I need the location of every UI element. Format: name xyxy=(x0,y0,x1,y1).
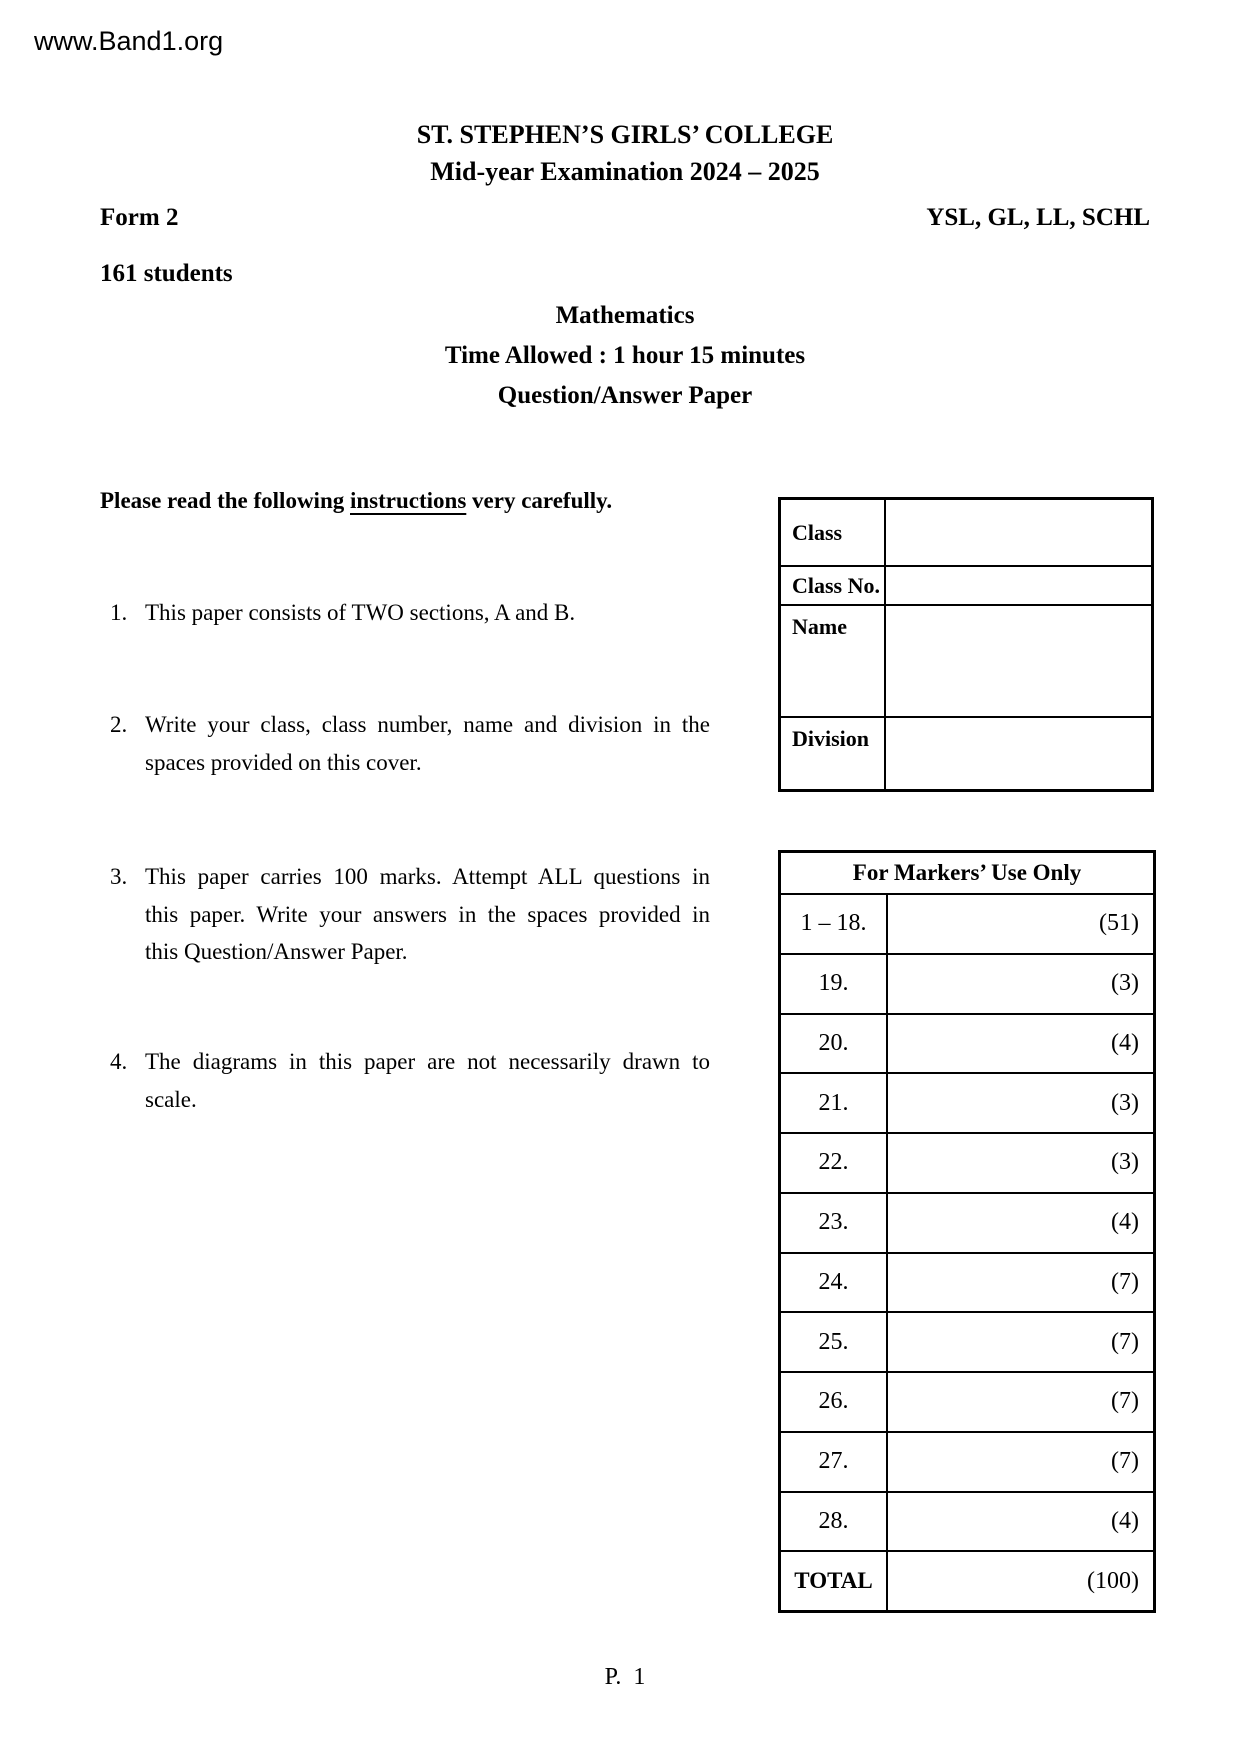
student-info-table xyxy=(778,497,1154,792)
markers-row-marks: (3) xyxy=(1111,970,1139,997)
instruction-number: 4. xyxy=(110,1049,128,1074)
instruction-item-3 xyxy=(100,858,712,971)
instruction-line: This paper carries 100 marks. Attempt ALL questions in xyxy=(145,864,710,889)
instruction-line: The diagrams in this paper are not necessarily drawn to xyxy=(145,1049,710,1074)
subject-block xyxy=(100,296,1150,416)
instruction-item-2 xyxy=(100,706,712,781)
markers-row-label: 22. xyxy=(781,1134,888,1192)
school-name: ST. STEPHEN’S GIRLS’ COLLEGE xyxy=(416,120,834,149)
instruction-text xyxy=(145,706,710,781)
instructions-heading-underlined: instructions xyxy=(350,488,467,513)
markers-row xyxy=(781,1015,1153,1075)
markers-row-marks: (4) xyxy=(1111,1029,1139,1056)
instruction-text xyxy=(145,594,710,632)
paper-type: Question/Answer Paper xyxy=(497,382,753,409)
markers-row xyxy=(781,1433,1153,1493)
subject-name: Mathematics xyxy=(555,302,695,329)
markers-row-label: 21. xyxy=(781,1074,888,1132)
markers-row-label: 28. xyxy=(781,1493,888,1551)
instruction-line: Write your class, class number, name and division in the xyxy=(145,712,710,737)
info-label-name: Name xyxy=(781,606,886,718)
exam-session: Mid-year Examination 2024 – 2025 xyxy=(430,157,820,186)
instruction-item-1 xyxy=(100,594,712,632)
instruction-number: 3. xyxy=(110,864,128,889)
markers-row-marks: (4) xyxy=(1111,1209,1139,1236)
info-value-division xyxy=(886,718,1151,789)
instruction-text xyxy=(145,1043,710,1118)
info-label-division: Division xyxy=(781,718,886,789)
instruction-item-4 xyxy=(100,1043,712,1118)
instructions-heading-pre: Please read the following xyxy=(100,488,350,513)
markers-row-marks: (7) xyxy=(1111,1268,1139,1295)
form-label: Form 2 xyxy=(100,204,179,231)
markers-row xyxy=(781,1373,1153,1433)
markers-row-label: 25. xyxy=(781,1313,888,1371)
markers-row-marks: (51) xyxy=(1099,910,1139,937)
instruction-number: 2. xyxy=(110,712,128,737)
markers-row xyxy=(781,1254,1153,1314)
form-row xyxy=(100,204,1150,232)
markers-row-marks: (7) xyxy=(1111,1328,1139,1355)
info-value-class-no xyxy=(886,567,1151,606)
instruction-text xyxy=(145,858,710,971)
markers-title: For Markers’ Use Only xyxy=(781,853,1153,895)
instruction-line: This paper consists of TWO sections, A and B. xyxy=(145,600,576,625)
title-block xyxy=(100,116,1150,190)
markers-row-label: TOTAL xyxy=(781,1552,888,1610)
markers-row xyxy=(781,895,1153,955)
watermark-url: www.Band1.org xyxy=(34,26,224,56)
markers-row-label: 1 – 18. xyxy=(781,895,888,953)
instructions-heading xyxy=(100,488,612,514)
markers-row xyxy=(781,1313,1153,1373)
markers-row-label: 27. xyxy=(781,1433,888,1491)
class-groups: YSL, GL, LL, SCHL xyxy=(926,204,1150,231)
instruction-line: this paper. Write your answers in the spaces provided in xyxy=(145,901,710,927)
markers-row-label: 26. xyxy=(781,1373,888,1431)
instruction-line: scale. xyxy=(145,1086,197,1112)
markers-row-marks: (3) xyxy=(1111,1089,1139,1116)
instructions-heading-post: very carefully. xyxy=(466,488,613,513)
info-label-class-no: Class No. xyxy=(781,567,886,606)
instruction-line: this Question/Answer Paper. xyxy=(145,939,408,964)
instruction-number: 1. xyxy=(110,600,128,625)
markers-row xyxy=(781,955,1153,1015)
markers-row xyxy=(781,1194,1153,1254)
markers-row-total xyxy=(781,1552,1153,1610)
page-number: P. 1 xyxy=(604,1664,646,1690)
markers-row-marks: (3) xyxy=(1111,1149,1139,1176)
markers-row-marks: (100) xyxy=(1087,1567,1139,1594)
markers-row-label: 24. xyxy=(781,1254,888,1312)
markers-row-marks: (4) xyxy=(1111,1507,1139,1534)
info-value-name xyxy=(886,606,1151,718)
markers-row xyxy=(781,1493,1153,1553)
markers-table xyxy=(778,850,1156,1613)
markers-row-marks: (7) xyxy=(1111,1448,1139,1475)
time-allowed: Time Allowed : 1 hour 15 minutes xyxy=(444,342,806,369)
info-value-class xyxy=(886,500,1151,567)
markers-row xyxy=(781,1074,1153,1134)
markers-row-label: 20. xyxy=(781,1015,888,1073)
instruction-line: spaces provided on this cover. xyxy=(145,749,422,775)
markers-row xyxy=(781,1134,1153,1194)
student-count: 161 students xyxy=(100,260,233,287)
markers-row-marks: (7) xyxy=(1111,1388,1139,1415)
markers-row-label: 19. xyxy=(781,955,888,1013)
markers-row-label: 23. xyxy=(781,1194,888,1252)
info-label-class: Class xyxy=(781,500,886,567)
